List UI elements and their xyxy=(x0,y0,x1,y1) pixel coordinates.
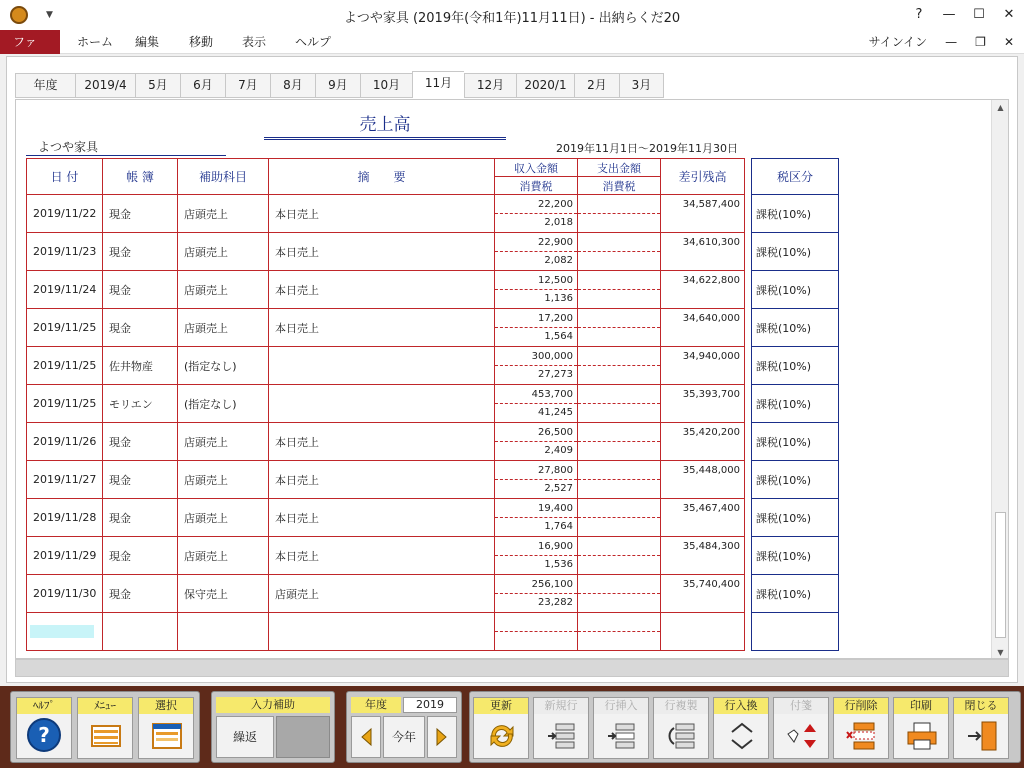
income-tax-amount: 1,564 xyxy=(544,331,573,342)
cell-memo[interactable]: 本日売上 xyxy=(269,461,495,499)
menu-edit[interactable]: 編集 xyxy=(135,35,160,49)
expense-amount xyxy=(578,423,660,442)
print-label: 印刷 xyxy=(894,698,948,714)
scroll-down-icon[interactable]: ▼ xyxy=(997,648,1004,657)
tab-6[interactable]: 9月 xyxy=(315,73,360,98)
cell-memo[interactable]: 店頭売上 xyxy=(269,575,495,613)
expense-amount xyxy=(578,461,660,480)
expense-tax-amount xyxy=(578,404,660,422)
signin-link[interactable]: サインイン xyxy=(868,35,928,49)
ribbon-close-icon[interactable]: ✕ xyxy=(1003,35,1014,49)
panel-input-assist xyxy=(211,691,335,763)
help-question-button[interactable]: ? xyxy=(915,7,923,22)
col-balance: 差引残高 xyxy=(661,159,745,195)
table-row xyxy=(27,195,745,233)
cell-balance: 35,467,400 xyxy=(661,499,745,537)
panel-edit xyxy=(469,691,1021,763)
cell-empty[interactable] xyxy=(27,613,103,651)
cell-empty[interactable] xyxy=(103,613,178,651)
new-row-icon xyxy=(546,720,578,752)
cell-date[interactable]: 2019/11/25 xyxy=(27,385,103,423)
cell-tax-class[interactable]: 課税(10%) xyxy=(752,309,839,347)
update-label: 更新 xyxy=(474,698,528,714)
delete-row-icon xyxy=(846,720,878,752)
table-row xyxy=(27,271,745,309)
cell-sub[interactable]: 店頭売上 xyxy=(178,537,269,575)
next-arrow-icon xyxy=(435,727,449,747)
company-name: よつや家具 xyxy=(26,138,226,156)
cell-empty[interactable] xyxy=(269,613,495,651)
cell-tax-class[interactable]: 課税(10%) xyxy=(752,195,839,233)
swap-row-label: 行入換 xyxy=(714,698,768,714)
empty-upper xyxy=(495,613,577,632)
expense-amount xyxy=(578,385,660,404)
app-logo-icon[interactable] xyxy=(10,6,28,24)
tab-8[interactable]: 11月 xyxy=(412,71,464,98)
tab-2[interactable]: 5月 xyxy=(135,73,180,98)
tab-12[interactable]: 3月 xyxy=(619,73,664,98)
cell-date[interactable]: 2019/11/25 xyxy=(27,309,103,347)
tax-row xyxy=(752,461,839,499)
cell-memo[interactable]: 本日売上 xyxy=(269,537,495,575)
tab-7[interactable]: 10月 xyxy=(360,73,412,98)
cell-tax-class[interactable]: 課税(10%) xyxy=(752,271,839,309)
cell-income[interactable] xyxy=(495,233,578,271)
tab-4[interactable]: 7月 xyxy=(225,73,270,98)
cell-balance: 35,393,700 xyxy=(661,385,745,423)
expense-amount xyxy=(578,195,660,214)
menu-icon xyxy=(90,720,122,752)
cell-empty[interactable] xyxy=(495,613,578,651)
income-amount: 27,800 xyxy=(495,461,577,480)
income-tax-amount: 2,409 xyxy=(544,445,573,456)
month-tabs xyxy=(15,73,664,99)
cell-expense[interactable] xyxy=(578,309,661,347)
cell-expense[interactable] xyxy=(578,233,661,271)
tax-class-table xyxy=(751,158,839,651)
insert-row-icon xyxy=(606,720,638,752)
scroll-thumb[interactable] xyxy=(995,512,1006,638)
delete-row-label: 行削除 xyxy=(834,698,888,714)
cell-balance: 35,484,300 xyxy=(661,537,745,575)
active-input-cell[interactable] xyxy=(30,625,94,638)
expense-tax-amount xyxy=(578,214,660,232)
cell-book[interactable]: 現金 xyxy=(103,575,178,613)
income-tax-amount: 1,136 xyxy=(544,293,573,304)
menu-bar xyxy=(0,30,1024,54)
select-icon xyxy=(151,720,183,752)
table-row xyxy=(27,233,745,271)
print-button[interactable] xyxy=(893,697,949,759)
expense-tax-amount xyxy=(578,442,660,460)
cell-expense[interactable] xyxy=(578,423,661,461)
empty-upper xyxy=(578,613,660,632)
new-row-button[interactable] xyxy=(533,697,589,759)
cell-expense[interactable] xyxy=(578,385,661,423)
cell-date[interactable]: 2019/11/28 xyxy=(27,499,103,537)
cell-sub[interactable]: 店頭売上 xyxy=(178,423,269,461)
income-amount: 453,700 xyxy=(495,385,577,404)
tag-button[interactable] xyxy=(773,697,829,759)
menu-home[interactable]: ホーム xyxy=(77,35,114,49)
vertical-scrollbar[interactable] xyxy=(991,100,1008,659)
cell-tax-class[interactable]: 課税(10%) xyxy=(752,347,839,385)
cell-empty[interactable] xyxy=(661,613,745,651)
income-amount: 12,500 xyxy=(495,271,577,290)
cell-sub[interactable]: 店頭売上 xyxy=(178,195,269,233)
title-bar xyxy=(0,0,1024,30)
expense-amount xyxy=(578,309,660,328)
cell-balance: 34,640,000 xyxy=(661,309,745,347)
col-memo: 摘 要 xyxy=(269,159,495,195)
cell-memo[interactable]: 本日売上 xyxy=(269,423,495,461)
insert-row-label: 行挿入 xyxy=(594,698,648,714)
cell-book[interactable]: 現金 xyxy=(103,309,178,347)
table-row xyxy=(27,461,745,499)
cell-book[interactable]: 現金 xyxy=(103,423,178,461)
cell-tax-class[interactable]: 課税(10%) xyxy=(752,499,839,537)
expense-tax-amount xyxy=(578,328,660,346)
tab-0[interactable]: 年度 xyxy=(15,73,75,98)
exit-door-icon xyxy=(966,720,998,752)
col-date: 日 付 xyxy=(27,159,103,195)
cell-tax-class[interactable]: 課税(10%) xyxy=(752,537,839,575)
cell-book[interactable]: モリエン xyxy=(103,385,178,423)
carry-button[interactable]: 繰返 xyxy=(216,716,274,758)
menu-move[interactable]: 移動 xyxy=(189,35,214,49)
ribbon-minimize-icon[interactable]: — xyxy=(945,35,958,49)
cell-book[interactable]: 現金 xyxy=(103,233,178,271)
tab-5[interactable]: 8月 xyxy=(270,73,315,98)
quick-access-dropdown-icon[interactable]: ▼ xyxy=(46,10,53,20)
period-range: 2019年11月1日～2019年11月30日 xyxy=(556,142,738,155)
cell-empty[interactable] xyxy=(178,613,269,651)
income-tax-amount: 1,764 xyxy=(544,521,573,532)
income-tax-amount: 2,018 xyxy=(544,217,573,228)
copy-row-label: 行複製 xyxy=(654,698,708,714)
expense-amount xyxy=(578,271,660,290)
col-expense-tax: 消費税 xyxy=(578,177,661,195)
income-tax-amount: 23,282 xyxy=(538,597,573,608)
copy-row-icon xyxy=(666,720,698,752)
sheet-title: 売上高 xyxy=(264,110,506,140)
cell-expense[interactable] xyxy=(578,195,661,233)
table-row xyxy=(27,537,745,575)
income-amount: 17,200 xyxy=(495,309,577,328)
minimize-icon[interactable]: — xyxy=(942,7,956,22)
cell-date[interactable]: 2019/11/29 xyxy=(27,537,103,575)
close-icon[interactable]: ✕ xyxy=(1003,7,1015,22)
income-amount: 22,200 xyxy=(495,195,577,214)
cell-book[interactable]: 現金 xyxy=(103,271,178,309)
cell-balance: 34,610,300 xyxy=(661,233,745,271)
cell-book[interactable]: 佐井物産 xyxy=(103,347,178,385)
delete-row-button[interactable] xyxy=(833,697,889,759)
table-row xyxy=(27,385,745,423)
tab-10[interactable]: 2020/1 xyxy=(516,73,574,98)
income-amount: 16,900 xyxy=(495,537,577,556)
cell-balance: 34,940,000 xyxy=(661,347,745,385)
income-tax-amount: 2,527 xyxy=(544,483,573,494)
cell-income[interactable] xyxy=(495,499,578,537)
cell-date[interactable]: 2019/11/22 xyxy=(27,195,103,233)
table-row xyxy=(27,347,745,385)
tag-icon xyxy=(786,720,818,752)
cell-sub[interactable]: (指定なし) xyxy=(178,385,269,423)
cell-sub[interactable]: 店頭売上 xyxy=(178,309,269,347)
table-row xyxy=(27,575,745,613)
expense-tax-amount xyxy=(578,366,660,384)
cell-memo[interactable] xyxy=(269,385,495,423)
cell-sub[interactable]: 保守売上 xyxy=(178,575,269,613)
scroll-up-icon[interactable]: ▲ xyxy=(997,103,1004,112)
select-label: 選択 xyxy=(139,698,193,714)
cell-date[interactable]: 2019/11/23 xyxy=(27,233,103,271)
tax-row xyxy=(752,309,839,347)
income-amount: 22,900 xyxy=(495,233,577,252)
cell-book[interactable]: 現金 xyxy=(103,537,178,575)
cell-date[interactable]: 2019/11/24 xyxy=(27,271,103,309)
cell-income[interactable] xyxy=(495,423,578,461)
cell-balance: 34,622,800 xyxy=(661,271,745,309)
help-icon: ? xyxy=(27,718,61,752)
assist-slot[interactable] xyxy=(276,716,330,758)
select-button[interactable] xyxy=(138,697,194,759)
ribbon-restore-icon[interactable]: ❐ xyxy=(975,35,986,49)
cell-date[interactable]: 2019/11/25 xyxy=(27,347,103,385)
insert-row-button[interactable] xyxy=(593,697,649,759)
expense-amount xyxy=(578,233,660,252)
maximize-icon[interactable]: ☐ xyxy=(973,7,985,22)
col-income: 収入金額 xyxy=(495,159,578,177)
cell-tax-class[interactable]: 課税(10%) xyxy=(752,575,839,613)
cell-sub[interactable]: 店頭売上 xyxy=(178,461,269,499)
income-amount: 256,100 xyxy=(495,575,577,594)
cell-income[interactable] xyxy=(495,195,578,233)
cell-book[interactable]: 現金 xyxy=(103,461,178,499)
cell-income[interactable] xyxy=(495,461,578,499)
panel-year xyxy=(346,691,462,763)
cell-empty[interactable] xyxy=(752,613,839,651)
tax-row xyxy=(752,537,839,575)
swap-updown-icon xyxy=(726,720,758,752)
income-tax-amount: 2,082 xyxy=(544,255,573,266)
table-row xyxy=(27,499,745,537)
cell-memo[interactable]: 本日売上 xyxy=(269,499,495,537)
menu-button[interactable] xyxy=(77,697,133,759)
tab-11[interactable]: 2月 xyxy=(574,73,619,98)
cell-sub[interactable]: 店頭売上 xyxy=(178,499,269,537)
cell-memo[interactable]: 本日売上 xyxy=(269,309,495,347)
table-row xyxy=(27,309,745,347)
cell-tax-class[interactable]: 課税(10%) xyxy=(752,385,839,423)
cell-income[interactable] xyxy=(495,575,578,613)
window-title: よつや家具 (2019年(令和1年)11月11日) - 出納らくだ20 xyxy=(343,11,681,26)
income-amount: 300,000 xyxy=(495,347,577,366)
close-label: 閉じる xyxy=(954,698,1008,714)
help-button[interactable] xyxy=(16,697,72,759)
horizontal-scrollbar[interactable] xyxy=(15,659,1009,677)
update-button[interactable] xyxy=(473,697,529,759)
menu-file[interactable]: ファ xyxy=(0,30,60,54)
year-label: 年度 xyxy=(351,697,401,713)
tax-row xyxy=(752,233,839,271)
expense-tax-amount xyxy=(578,594,660,612)
table-row xyxy=(27,423,745,461)
cell-balance: 35,740,400 xyxy=(661,575,745,613)
menu-view[interactable]: 表示 xyxy=(242,35,267,49)
cell-date[interactable]: 2019/11/27 xyxy=(27,461,103,499)
menu-label: ﾒﾆｭｰ xyxy=(78,698,132,714)
cell-income[interactable] xyxy=(495,309,578,347)
cell-memo[interactable]: 本日売上 xyxy=(269,195,495,233)
expense-amount xyxy=(578,347,660,366)
year-field[interactable]: 2019 xyxy=(403,697,457,713)
expense-tax-amount xyxy=(578,518,660,536)
cell-tax-class[interactable]: 課税(10%) xyxy=(752,233,839,271)
cell-expense[interactable] xyxy=(578,271,661,309)
cell-income[interactable] xyxy=(495,385,578,423)
cell-expense[interactable] xyxy=(578,499,661,537)
tab-3[interactable]: 6月 xyxy=(180,73,225,98)
tax-row xyxy=(752,347,839,385)
empty-lower xyxy=(495,632,577,650)
tax-row-empty xyxy=(752,613,839,651)
tab-1[interactable]: 2019/4 xyxy=(75,73,135,98)
expense-amount xyxy=(578,499,660,518)
printer-icon xyxy=(906,720,938,752)
cell-balance: 35,420,200 xyxy=(661,423,745,461)
cell-sub[interactable]: (指定なし) xyxy=(178,347,269,385)
table-row-empty xyxy=(27,613,745,651)
income-tax-amount: 1,536 xyxy=(544,559,573,570)
empty-lower xyxy=(578,632,660,650)
cell-expense[interactable] xyxy=(578,461,661,499)
tax-row xyxy=(752,575,839,613)
cell-memo[interactable] xyxy=(269,347,495,385)
expense-tax-amount xyxy=(578,556,660,574)
cell-book[interactable]: 現金 xyxy=(103,499,178,537)
close-button[interactable] xyxy=(953,697,1009,759)
cell-memo[interactable]: 本日売上 xyxy=(269,233,495,271)
ledger-sheet xyxy=(15,99,1009,659)
expense-tax-amount xyxy=(578,252,660,270)
cell-balance: 34,587,400 xyxy=(661,195,745,233)
input-assist-label: 入力補助 xyxy=(216,697,330,713)
menu-help[interactable]: ヘルプ xyxy=(295,35,332,49)
expense-tax-amount xyxy=(578,480,660,498)
col-expense: 支出金額 xyxy=(578,159,661,177)
cell-date[interactable]: 2019/11/30 xyxy=(27,575,103,613)
tax-row xyxy=(752,423,839,461)
col-book: 帳 簿 xyxy=(103,159,178,195)
copy-row-button[interactable] xyxy=(653,697,709,759)
main-client-area xyxy=(6,56,1018,683)
ledger-table xyxy=(26,158,745,651)
cell-empty[interactable] xyxy=(578,613,661,651)
prev-year-button[interactable] xyxy=(351,716,381,758)
cell-expense[interactable] xyxy=(578,347,661,385)
col-sub: 補助科目 xyxy=(178,159,269,195)
expense-amount xyxy=(578,575,660,594)
income-amount: 26,500 xyxy=(495,423,577,442)
cell-book[interactable]: 現金 xyxy=(103,195,178,233)
tax-row xyxy=(752,271,839,309)
tax-row xyxy=(752,385,839,423)
tax-row xyxy=(752,195,839,233)
expense-amount xyxy=(578,537,660,556)
income-amount: 19,400 xyxy=(495,499,577,518)
tab-9[interactable]: 12月 xyxy=(464,73,516,98)
col-income-tax: 消費税 xyxy=(495,177,578,195)
tax-row xyxy=(752,499,839,537)
cell-tax-class[interactable]: 課税(10%) xyxy=(752,423,839,461)
income-tax-amount: 41,245 xyxy=(538,407,573,418)
this-year-button[interactable]: 今年 xyxy=(383,716,425,758)
next-year-button[interactable] xyxy=(427,716,457,758)
expense-tax-amount xyxy=(578,290,660,308)
cell-memo[interactable]: 本日売上 xyxy=(269,271,495,309)
refresh-icon xyxy=(486,720,518,752)
tag-label: 付箋 xyxy=(774,698,828,714)
cell-balance: 35,448,000 xyxy=(661,461,745,499)
help-label: ﾍﾙﾌﾟ xyxy=(17,698,71,714)
cell-tax-class[interactable]: 課税(10%) xyxy=(752,461,839,499)
cell-expense[interactable] xyxy=(578,537,661,575)
col-tax-class: 税区分 xyxy=(752,159,839,195)
new-row-label: 新規行 xyxy=(534,698,588,714)
cell-income[interactable] xyxy=(495,537,578,575)
cell-sub[interactable]: 店頭売上 xyxy=(178,271,269,309)
cell-expense[interactable] xyxy=(578,575,661,613)
cell-income[interactable] xyxy=(495,347,578,385)
cell-sub[interactable]: 店頭売上 xyxy=(178,233,269,271)
bottom-toolbar xyxy=(0,686,1024,768)
cell-income[interactable] xyxy=(495,271,578,309)
cell-date[interactable]: 2019/11/26 xyxy=(27,423,103,461)
panel-main xyxy=(10,691,200,763)
income-tax-amount: 27,273 xyxy=(538,369,573,380)
swap-row-button[interactable] xyxy=(713,697,769,759)
prev-arrow-icon xyxy=(359,727,373,747)
